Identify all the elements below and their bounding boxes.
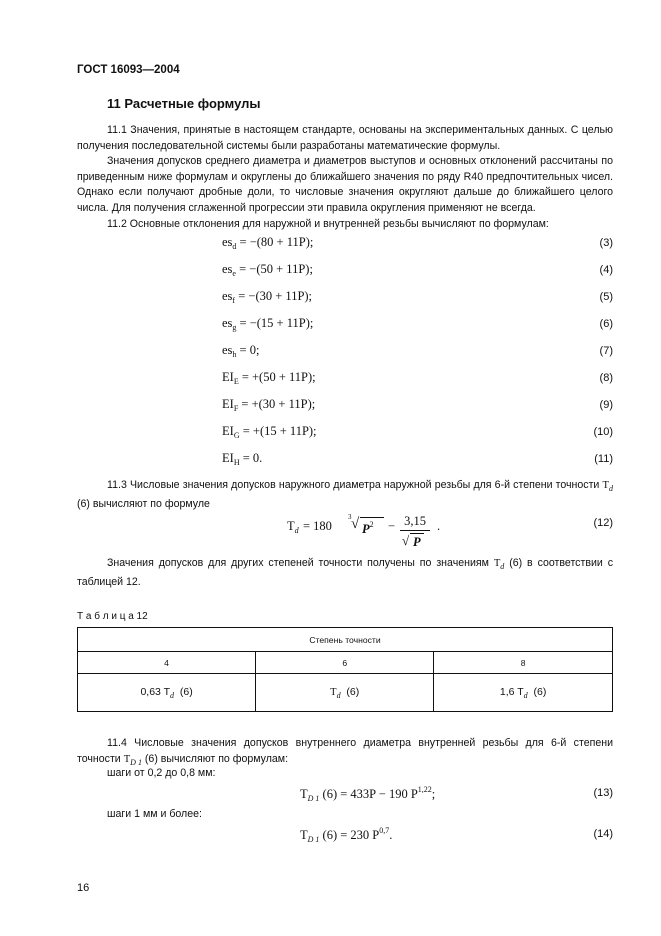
td-symbol: $T_d$ bbox=[602, 480, 613, 493]
steps-large-label: шаги 1 мм и более: bbox=[107, 808, 202, 820]
table-col-6: 6 bbox=[256, 652, 434, 674]
formula-14-number: (14) bbox=[593, 828, 613, 840]
formula-3: $es_d = -(80 + 11P)$; bbox=[222, 235, 314, 251]
formula-6: $es_g = -(15 + 11P)$; bbox=[222, 316, 314, 332]
formula-number: (4) bbox=[599, 264, 613, 276]
table-header-cell: Степень точности bbox=[78, 628, 613, 652]
steps-small-label: шаги от 0,2 до 0,8 мм: bbox=[107, 767, 216, 779]
paragraph-11-4: 11.4 Числовые значения допусков внутреннего диаметра внутренней резьбы для 6-й степени точности $T_{D 1}$ (6) вычисляют по формулам: bbox=[77, 737, 613, 767]
paragraph-11-1b: Значения допусков среднего диаметра и диаметров выступов и основных отклонений рассчитаны по приведенным ниже формулам и округлены до ближайшего значения по ряду R40 предпочтительных чисел. Однако если получают дробные доли, то числовые значения округляют дальше до ближайшего целого числа. Для получения сглаженной прогрессии эти правила округления применяют не всегда. bbox=[77, 155, 613, 214]
formula-number: (11) bbox=[594, 453, 613, 465]
section-title: 11 Расчетные формулы bbox=[107, 96, 261, 111]
table-values-row bbox=[78, 674, 613, 712]
paragraph-11-3 bbox=[77, 478, 613, 512]
formula-number: (3) bbox=[599, 237, 613, 249]
table-col-8: 8 bbox=[434, 652, 613, 674]
formula-number: (9) bbox=[599, 399, 613, 411]
table-cell-8: 1,6 $T_d$ (6) bbox=[434, 674, 613, 712]
minus-sign: − bbox=[388, 519, 396, 533]
root-argument: $P^2$ bbox=[362, 520, 374, 536]
table-12 bbox=[77, 627, 613, 712]
radical-sign: √ bbox=[351, 516, 360, 532]
formula-number: (8) bbox=[599, 372, 613, 384]
formula-5: $es_f = -(30 + 11P)$; bbox=[222, 289, 313, 305]
formula-11: $EI_H = 0$. bbox=[222, 451, 263, 467]
formula-number: (6) bbox=[599, 318, 613, 330]
formula-number: (5) bbox=[599, 291, 613, 303]
table-caption: Т а б л и ц а 12 bbox=[77, 611, 148, 622]
paragraph-11-2: 11.2 Основные отклонения для наружной и внутренней резьбы вычисляют по формулам: bbox=[107, 217, 549, 230]
td-symbol-2: $T_d$ bbox=[493, 558, 505, 571]
formula-12-end: . bbox=[437, 519, 441, 533]
paragraph-11-3-text: 11.3 Числовые значения допусков наружного диаметра наружной резьбы для 6-й степени точности bbox=[107, 479, 600, 491]
formula-13: $T_{D 1}$ (6) = 433P − 190 P$^{1,22}$; bbox=[300, 785, 436, 803]
denominator-bar bbox=[410, 533, 424, 534]
formula-7: $es_h = 0$; bbox=[222, 343, 260, 359]
fraction-denominator: P bbox=[413, 535, 421, 549]
formula-4: $es_e = -(50 + 11P)$; bbox=[222, 262, 313, 278]
formula-12 bbox=[287, 514, 487, 550]
fraction-numerator: 3,15 bbox=[404, 514, 426, 528]
denominator-radical: √ bbox=[402, 533, 410, 548]
formula-12-eq: = 180 bbox=[303, 519, 332, 533]
table-header-row bbox=[78, 628, 613, 652]
td1-symbol: $T_{D 1}$ bbox=[123, 753, 142, 767]
formula-12-number: (12) bbox=[593, 517, 613, 529]
formula-number: (10) bbox=[593, 426, 613, 438]
table-cell-4: 0,63 $T_d$ (6) bbox=[78, 674, 256, 712]
table-cols-row bbox=[78, 652, 613, 674]
root-index: 3 bbox=[348, 513, 352, 521]
formula-13-number: (13) bbox=[593, 787, 613, 799]
paragraph-other-degrees: Значения допусков для других степеней точности получены по значениям $T_d$ (6) в соответствии с таблицей 12. bbox=[77, 557, 613, 588]
paragraph-11-1a: 11.1 Значения, принятые в настоящем стандарте, основаны на экспериментальных данных. С целью получения последовательной системы были разработаны математические формулы. bbox=[77, 124, 613, 152]
formula-10: $EI_G = +(15 + 11P)$; bbox=[222, 424, 317, 440]
formula-14: $T_{D 1}$ (6) = 230 P$^{0,7}$. bbox=[300, 826, 393, 844]
paragraph-11-3-tail: (6) вычисляют по формуле bbox=[77, 497, 210, 510]
formula-12-lhs: $T_d$ bbox=[287, 519, 299, 535]
formula-8: $EI_E = +(50 + 11P)$; bbox=[222, 370, 316, 386]
formula-number: (7) bbox=[599, 345, 613, 357]
formula-9: $EI_F = +(30 + 11P)$; bbox=[222, 397, 316, 413]
radical-bar bbox=[360, 517, 384, 518]
table-col-4: 4 bbox=[78, 652, 256, 674]
table-cell-6: $T_d$ (6) bbox=[256, 674, 434, 712]
page-number: 16 bbox=[77, 882, 90, 894]
fraction-bar bbox=[400, 530, 430, 531]
paragraph-11-1 bbox=[77, 123, 613, 232]
document-header: ГОСТ 16093—2004 bbox=[77, 64, 180, 76]
